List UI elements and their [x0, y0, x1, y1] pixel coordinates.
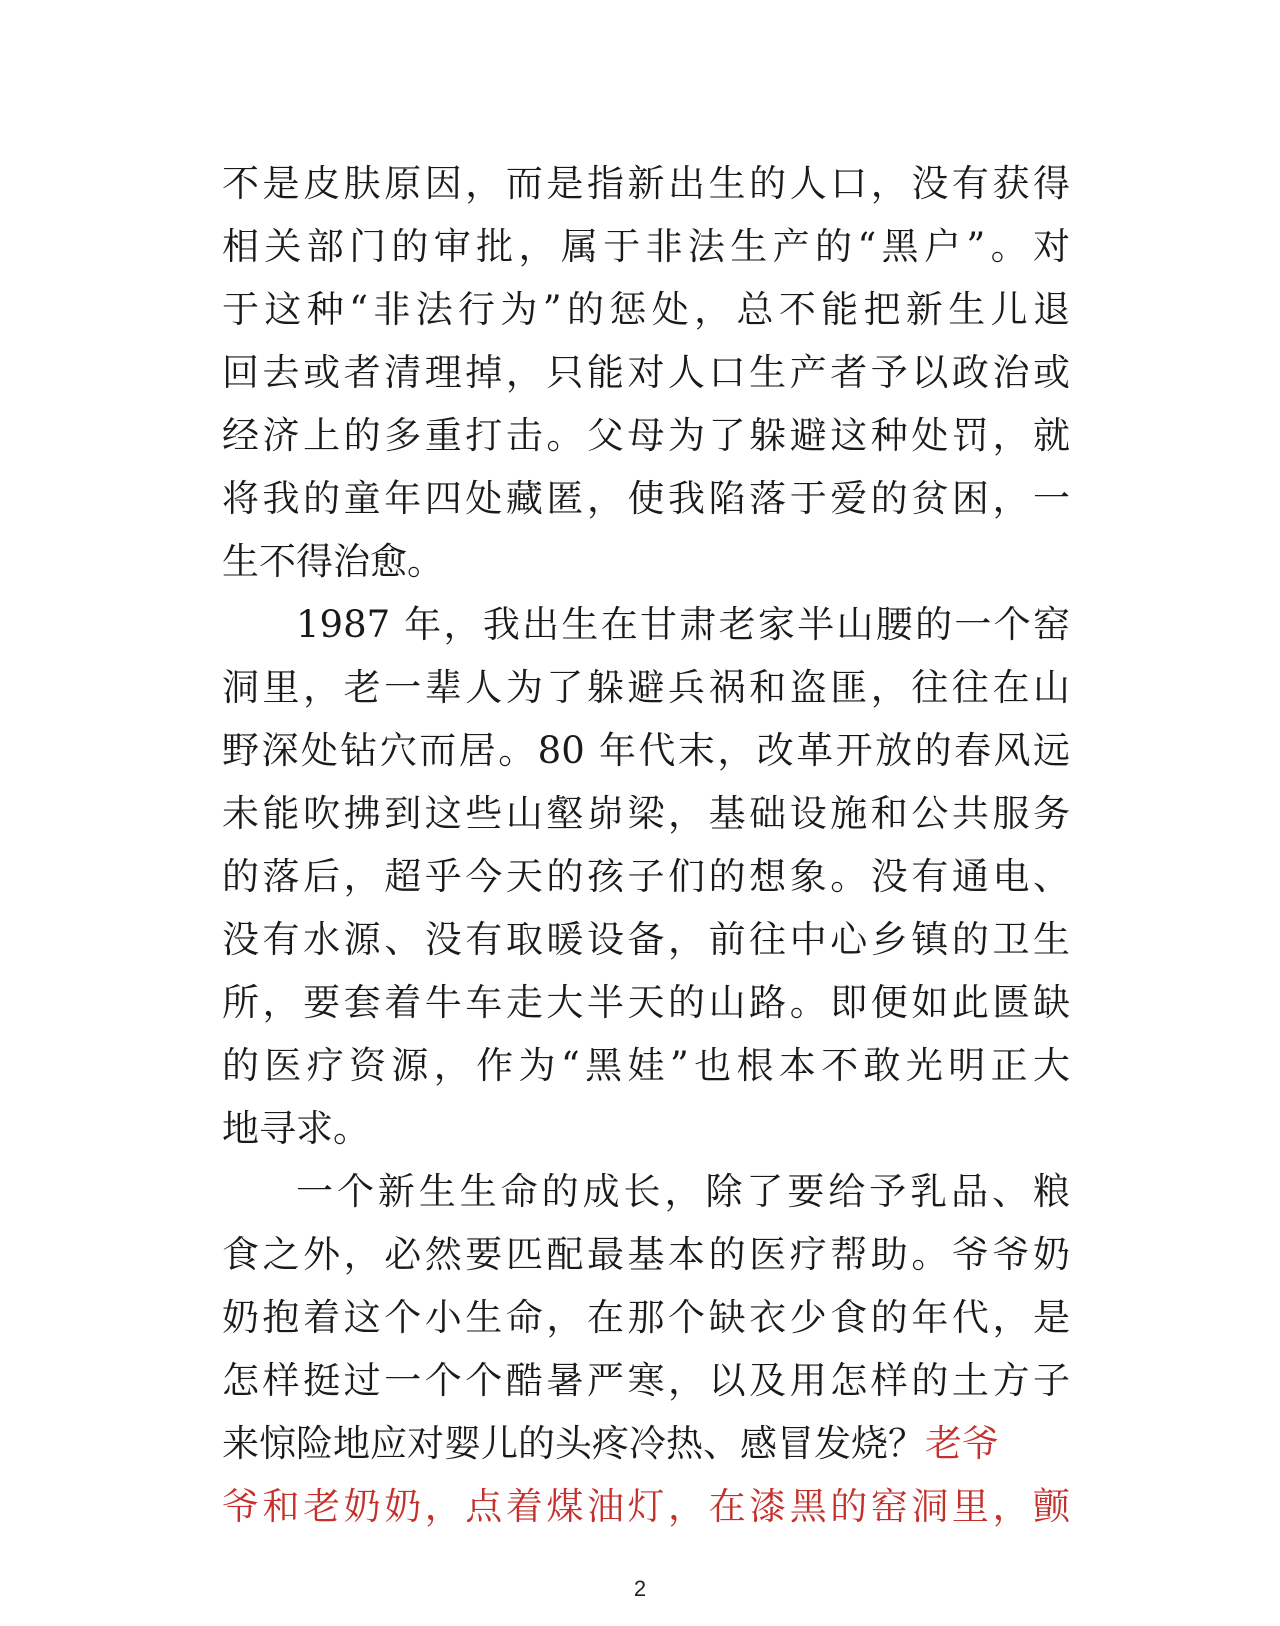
text-line: [222, 341, 1070, 404]
text-line: [222, 782, 1070, 845]
text-line: [222, 404, 1070, 467]
line-text: 1987 年，我出生在甘肃老家半山腰的一个窑: [296, 603, 1070, 646]
text-line: [222, 467, 1070, 530]
highlighted-text: 老爷: [925, 1422, 999, 1465]
text-line: [222, 1034, 1070, 1097]
text-line: [222, 971, 1070, 1034]
line-text: 不是皮肤原因，而是指新出生的人口，没有获得: [222, 162, 1070, 205]
line-text: 生不得治愈。: [222, 540, 444, 583]
text-line: [222, 1097, 1070, 1160]
line-text: 相关部门的审批，属于非法生产的“黑户”。对: [222, 225, 1070, 268]
line-text: 地寻求。: [222, 1107, 370, 1150]
line-text: 经济上的多重打击。父母为了躲避这种处罚，就: [222, 414, 1070, 457]
text-line: [222, 1223, 1070, 1286]
text-line: [222, 152, 1070, 215]
line-text: 怎样挺过一个个酷暑严寒，以及用怎样的土方子: [222, 1359, 1070, 1402]
line-text: 的落后，超乎今天的孩子们的想象。没有通电、: [222, 855, 1070, 898]
paragraph-first-line: [222, 593, 1070, 656]
line-text: 所，要套着牛车走大半天的山路。即便如此匮缺: [222, 981, 1070, 1024]
text-line: [222, 719, 1070, 782]
text-line-mixed: [222, 1412, 1070, 1475]
line-text: 未能吹拂到这些山壑峁梁，基础设施和公共服务: [222, 792, 1070, 835]
text-line-highlighted: [222, 1475, 1070, 1538]
page-number: 2: [633, 1576, 647, 1601]
line-text: 洞里，老一辈人为了躲避兵祸和盗匪，往往在山: [222, 666, 1070, 709]
text-line: [222, 215, 1070, 278]
text-line: [222, 530, 1070, 593]
text-line: [222, 845, 1070, 908]
line-text: 没有水源、没有取暖设备，前往中心乡镇的卫生: [222, 918, 1070, 961]
text-line: [222, 908, 1070, 971]
line-text: 食之外，必然要匹配最基本的医疗帮助。爷爷奶: [222, 1233, 1070, 1276]
paragraph-first-line: [222, 1160, 1070, 1223]
line-text: 于这种“非法行为”的惩处，总不能把新生儿退: [222, 288, 1070, 331]
line-text: 野深处钻穴而居。80 年代末，改革开放的春风远: [222, 729, 1070, 772]
line-text: 将我的童年四处藏匿，使我陷落于爱的贫困，一: [222, 477, 1070, 520]
text-line: [222, 656, 1070, 719]
text-line: [222, 1349, 1070, 1412]
line-text: 的医疗资源，作为“黑娃”也根本不敢光明正大: [222, 1044, 1070, 1087]
text-line: [222, 1286, 1070, 1349]
line-text: 奶抱着这个小生命，在那个缺衣少食的年代，是: [222, 1296, 1070, 1339]
body-text: [222, 152, 1070, 1538]
text-line: [222, 278, 1070, 341]
line-text: 回去或者清理掉，只能对人口生产者予以政治或: [222, 351, 1070, 394]
highlighted-text: 爷和老奶奶，点着煤油灯，在漆黑的窑洞里，颤: [222, 1485, 1070, 1528]
line-text-black: 来惊险地应对婴儿的头疼冷热、感冒发烧？: [222, 1422, 925, 1465]
line-text-mixed: [222, 1412, 1070, 1475]
line-text: 一个新生生命的成长，除了要给予乳品、粮: [296, 1170, 1070, 1213]
